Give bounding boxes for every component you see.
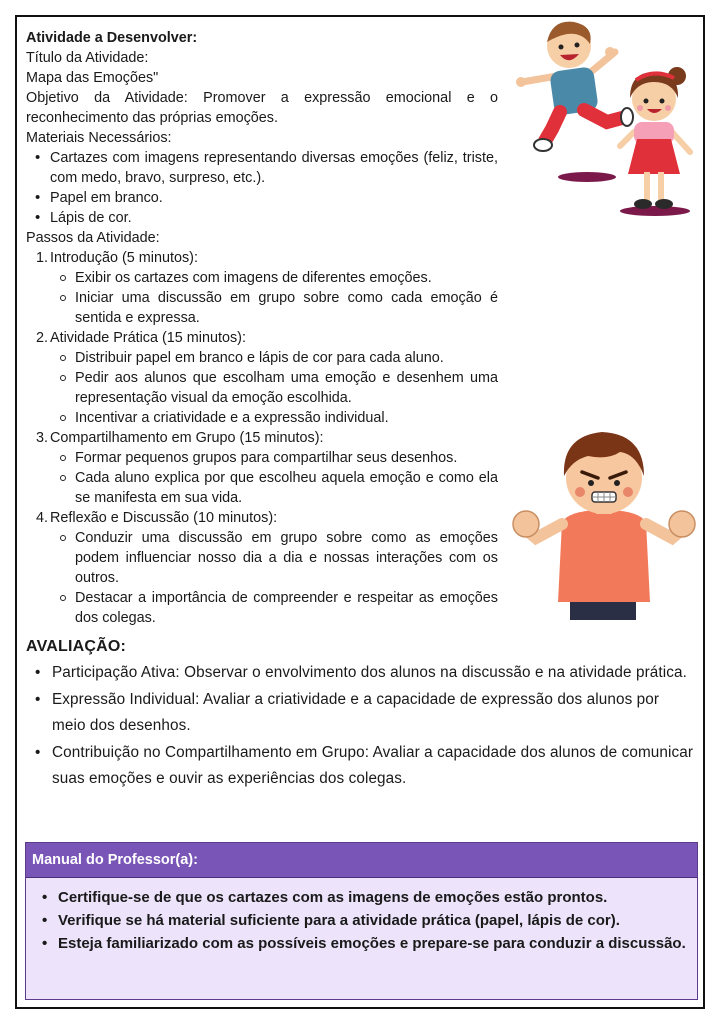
activity-title-label: Título da Atividade: [26,50,149,66]
step-title: Atividade Prática (15 minutos): [50,330,246,346]
happy-kids-illustration [512,14,702,219]
materials-item: • Papel em branco. [50,188,498,208]
evaluation-list [26,660,696,793]
teacher-manual-heading: Manual do Professor(a): [26,843,697,878]
shadow-shape [558,172,616,182]
steps-list [26,248,498,628]
step-title: Reflexão e Discussão (10 minutos): [50,510,278,526]
materials-item: • Lápis de cor. [50,208,498,228]
evaluation-item: • Expressão Individual: Avaliar a criatividade e a capacidade de expressão dos alunos por meio dos desenhos. [52,687,696,740]
step-subitem: Conduzir uma discussão em grupo sobre como as emoções podem influenciar nosso dia a dia e nossas interações com os outros. [75,530,498,586]
angry-boy-figure [513,432,695,620]
teacher-manual-item: • Certifique-se de que os cartazes com as imagens de emoções estão prontos. [58,886,697,909]
step-subitem: Iniciar uma discussão em grupo sobre como cada emoção é sentida e expressa. [75,290,498,326]
step-item [36,508,498,628]
teacher-manual-item: • Verifique se há material suficiente para a atividade prática (papel, lápis de cor). [58,909,697,932]
step-number: 3. [36,430,49,446]
step-subitem: Incentivar a criatividade e a expressão individual. [75,408,498,428]
step-subitem: Cada aluno explica por que escolheu aquela emoção e como ela se manifesta em sua vida. [75,470,498,506]
step-subitem: Destacar a importância de compreender e respeitar as emoções dos colegas. [75,590,498,626]
activity-heading: Atividade a Desenvolver: [26,30,198,46]
teacher-manual-list [26,886,697,955]
step-number: 2. [36,330,49,346]
evaluation-item: • Participação Ativa: Observar o envolvimento dos alunos na discussão e na atividade prática. [52,660,696,687]
steps-label: Passos da Atividade: [26,230,160,246]
teacher-manual-item: • Esteja familiarizado com as possíveis emoções e prepare-se para conduzir a discussão. [58,932,697,955]
materials-label: Materiais Necessários: [26,130,172,146]
activity-objective: Objetivo da Atividade: Promover a expressão emocional e o reconhecimento das próprias emoções. [26,90,498,126]
girl-figure [620,67,690,209]
angry-boy-illustration [510,426,700,624]
step-subitem: Pedir aos alunos que escolham uma emoção e desenhem uma representação visual da emoção escolhida. [75,370,498,406]
shadow-shape [620,206,690,216]
step-subitem: Exibir os cartazes com imagens de diferentes emoções. [75,268,498,288]
step-number: 4. [36,510,49,526]
evaluation-item: • Contribuição no Compartilhamento em Grupo: Avaliar a capacidade dos alunos de comunicar suas emoções e ouvir as experiências dos colegas. [52,740,696,793]
step-item [36,428,498,508]
step-number: 1. [36,250,49,266]
materials-item: • Cartazes com imagens representando diversas emoções (feliz, triste, com medo, bravo, surpreso, etc.). [50,148,498,188]
activity-title-value: Mapa das Emoções" [26,70,159,86]
evaluation-section [26,638,696,793]
evaluation-heading: AVALIAÇÃO: [26,638,127,655]
materials-list [26,148,498,228]
step-item [36,248,498,328]
activity-section [26,28,498,628]
step-subitem: Formar pequenos grupos para compartilhar seus desenhos. [75,448,498,468]
jumping-boy-figure [516,22,633,151]
teacher-manual-box [25,842,698,1000]
step-subitem: Distribuir papel em branco e lápis de cor para cada aluno. [75,348,498,368]
step-item [36,328,498,428]
step-title: Compartilhamento em Grupo (15 minutos): [50,430,324,446]
step-title: Introdução (5 minutos): [50,250,198,266]
